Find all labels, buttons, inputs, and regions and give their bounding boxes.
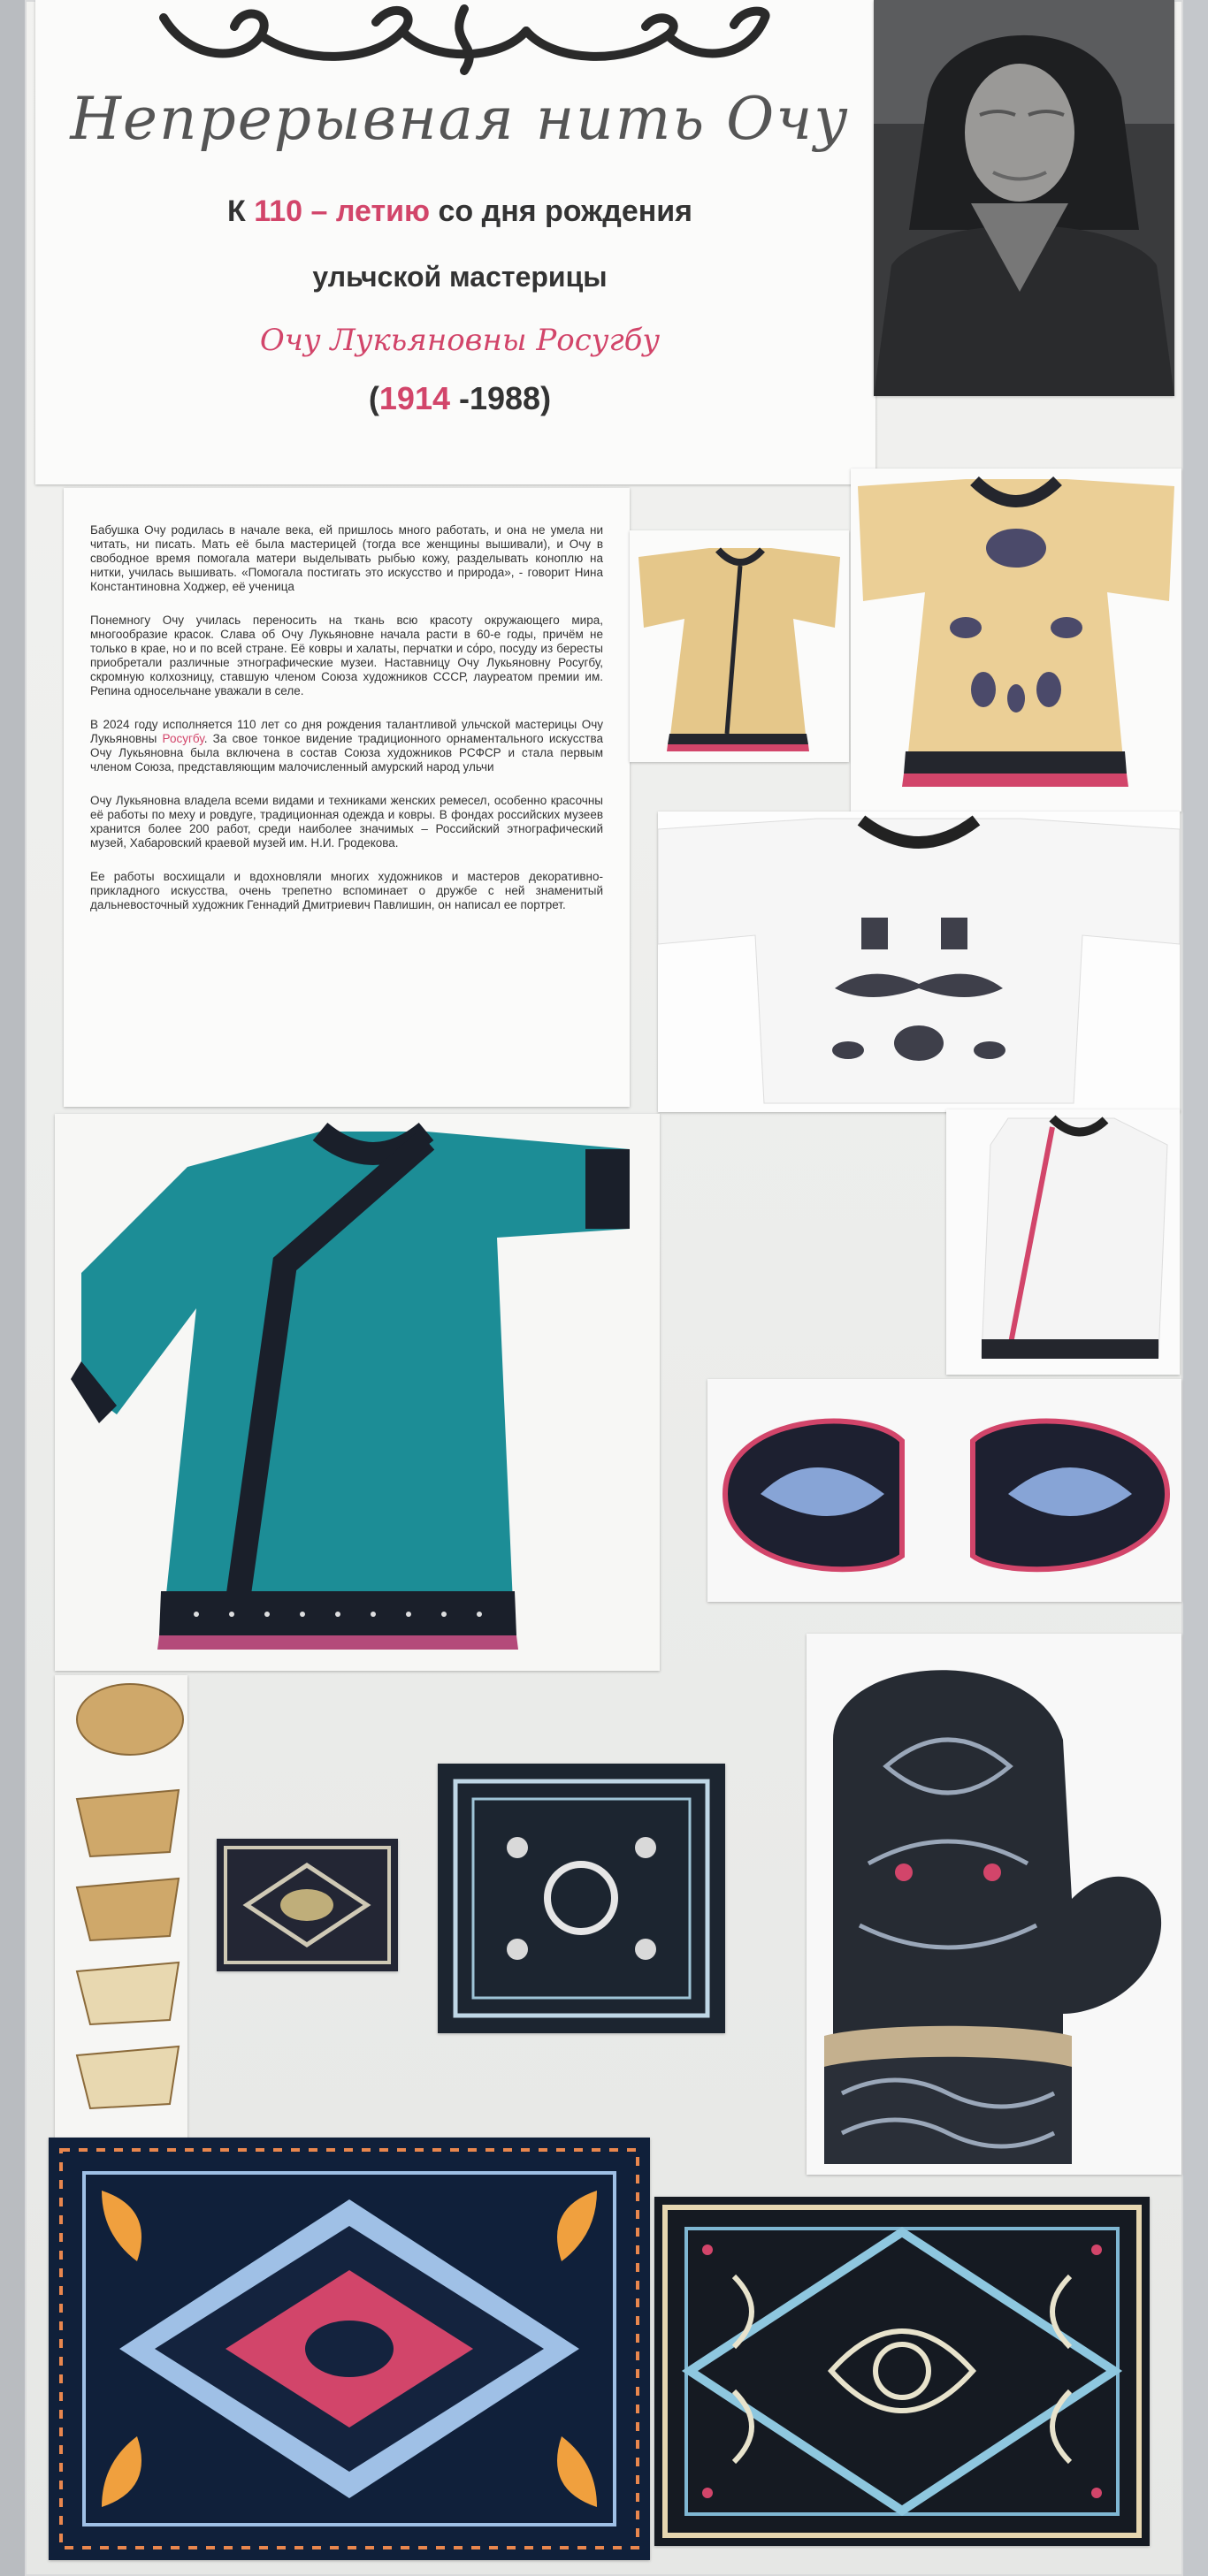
medium-carpet-photo [438,1764,725,2033]
biography-paragraph-4: Очу Лукьяновна владела всеми видами и техниками женских ремесел, особенно красочны её работы по меху и ровдуге, традиционная одежда и ковры. В фондах российских музеев хранится более 200 работ, среди наиболее значимых – Российский этнографический музей, Хабаровский краевой музей им. Н.И. Гродекова. [90,794,603,850]
biography-paragraph-3: В 2024 году исполняется 110 лет со дня рождения талантливой ульчской мастерицы Очу Лукьяновны Росугбу. За свое тонкое видение традиционного орнаментального искусства Очу Лукьяновна была включена в состав Союза художников РСФСР и стала первым членом Союза, представляющим малочисленный амурский народ ульчи [90,718,603,774]
biography-paragraph-1: Бабушка Очу родилась в начале века, ей пришлось много работать, и она не умела ни читать, ни писать. Мать её была мастерицей (тогда все женщины вышивали), и Очу в свободное время помогала матери выделывать рыбью кожу, разделывать коноплю на нитки, училась вышивать. «Помогала постигать это искусство и природа», - говорит Нина Константиновна Ходжер, её ученица [90,523,603,593]
biography-paragraph-2: Понемногу Очу училась переносить на ткань всю красоту окружающего мира, многообразие красок. Слава об Очу Лукьяновне начала расти в 60-е годы, причём не только в крае, но и по всей стране. Её ковры и халаты, перчатки и со́ро, посуду из бересты приобретали различные этнографические музеи. Наставницу Очу Лукьяновну Росугбу, скромную колхозницу, ставшую членом Союза художников СССР, лауреатом премии им. Репина односельчане уважали в селе. [90,614,603,697]
basket-icon [55,1675,187,2153]
ornament-header-icon [111,0,818,80]
biography-paragraph-5: Ее работы восхищали и вдохновляли многих художников и мастеров декоративно-прикладного искусства, очень трепетно вспоминает о дружбе с ней знаменитый дальневосточный художник Геннадий Дмитриевич Павлишин, он написал ее портрет. [90,870,603,911]
subtitle-line: ульчской мастерицы [312,261,608,293]
left-frame [0,0,25,2576]
carpet-icon [49,2138,650,2560]
page-title: Непрерывная нить Очу [70,85,850,153]
slippers-photo [707,1379,1181,1602]
biography-text [64,488,630,1107]
slippers-icon [707,1379,1181,1602]
white-robe-photo [658,812,1180,1112]
carpet-icon [217,1839,398,1971]
master-name: Очу Лукьяновны Росугбу [259,323,661,358]
right-frame [1183,0,1208,2576]
large-carpet-photo [49,2138,650,2560]
small-carpet-photo [217,1839,398,1971]
teal-robe-photo [55,1114,660,1671]
carpet-icon [654,2197,1150,2546]
mitten-icon [807,1634,1181,2175]
robe-icon [658,812,1180,1112]
mitten-photo [807,1634,1181,2175]
small-robe-photo [630,530,849,762]
yellow-robe-photo [851,469,1181,812]
title-sheet [35,0,875,484]
portrait-photo [874,0,1174,396]
anniversary-line: К 110 – летию со дня рождения [227,194,692,228]
birch-baskets-photo [55,1675,187,2153]
life-years: (1914 -1988) [368,380,552,416]
white-robe-small-photo [946,1109,1180,1375]
carpet-icon [438,1764,725,2033]
robe-icon [851,469,1181,812]
robe-icon [946,1109,1180,1375]
patterned-carpet-photo [654,2197,1150,2546]
portrait-icon [874,0,1174,396]
anniversary-accent: 110 – летию [254,194,431,228]
robe-icon [55,1114,660,1671]
robe-icon [630,530,849,762]
